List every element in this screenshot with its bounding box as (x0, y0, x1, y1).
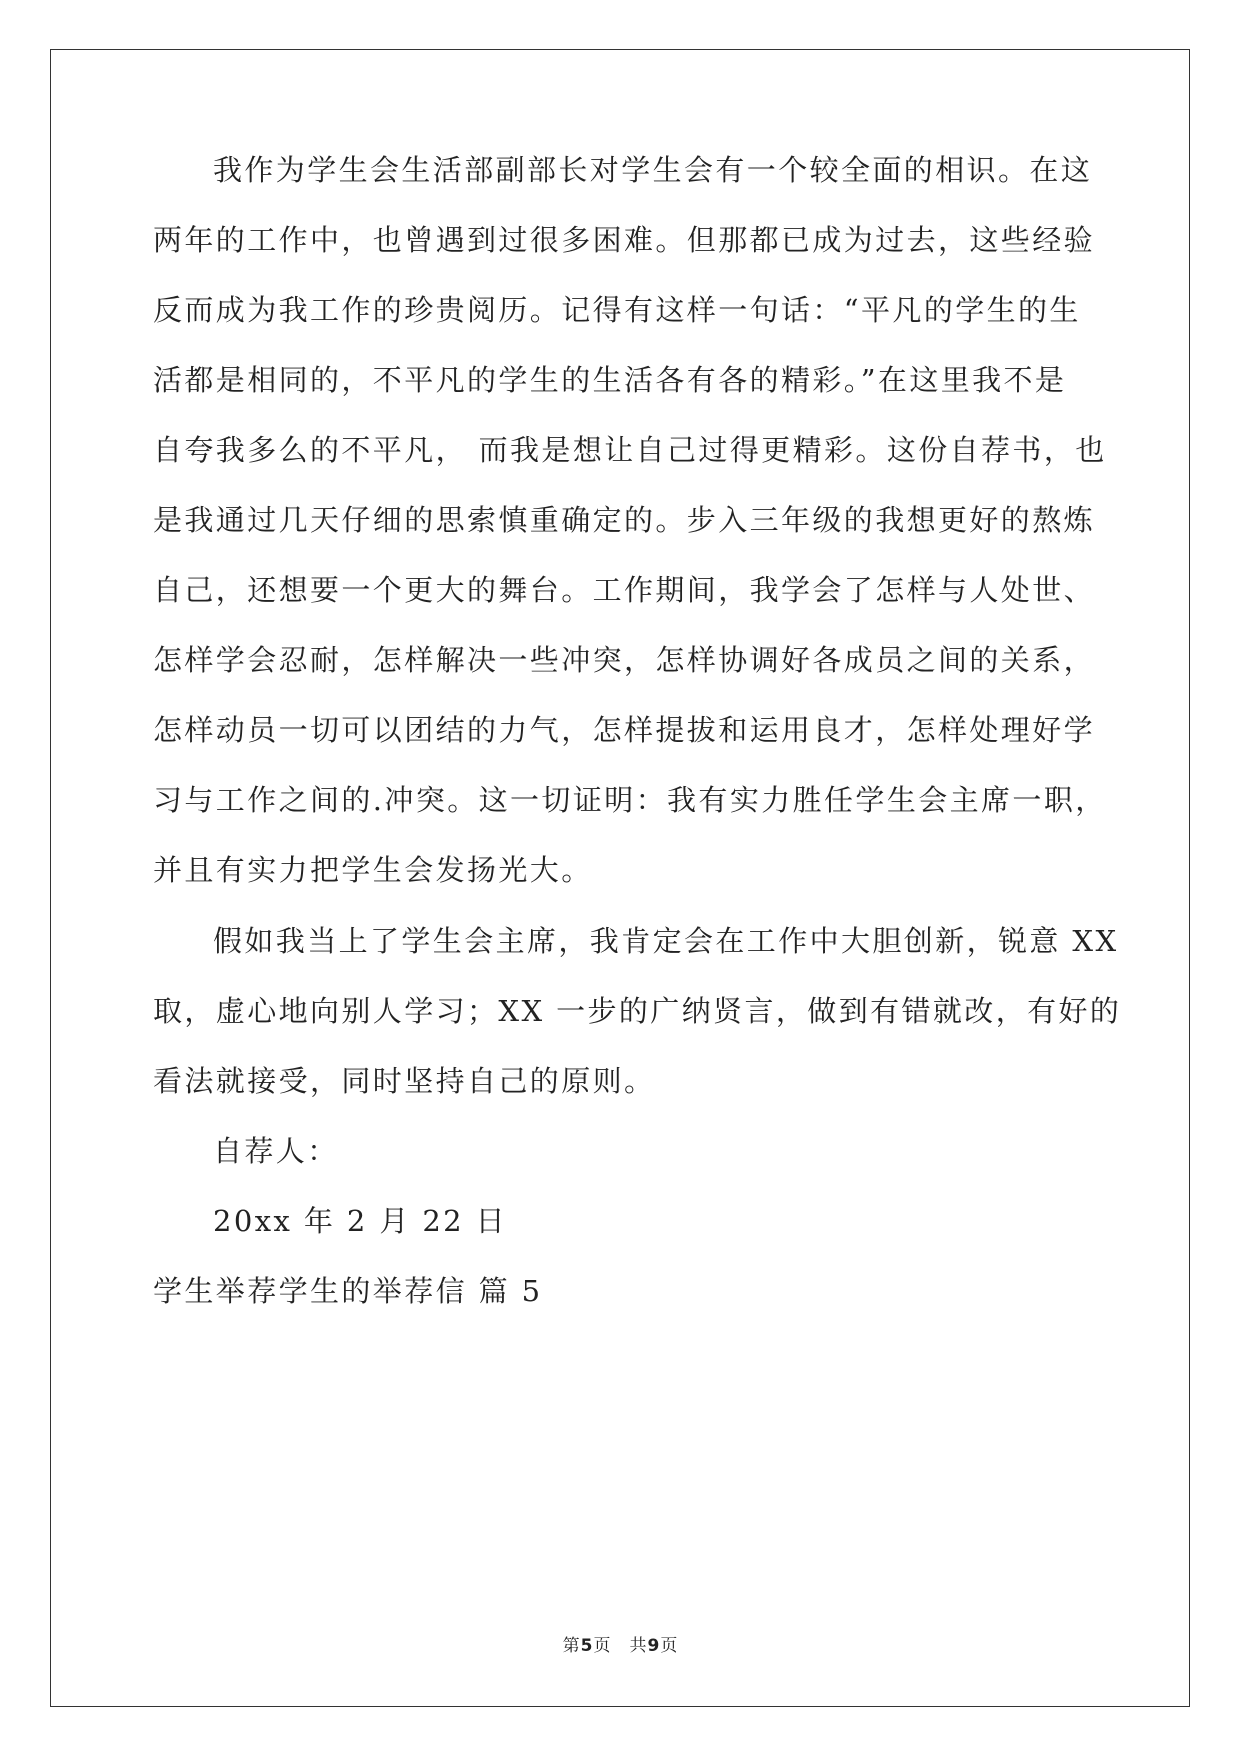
footer-page-suffix: 页 (593, 1636, 612, 1656)
paragraph-2-line-2: 取，虚心地向别人学习；XX 一步的广纳贤言，做到有错就改，有好的 (153, 994, 1122, 1028)
paragraph-1-line-11: 并且有实力把学生会发扬光大。 (153, 853, 593, 887)
paragraph-1-line-8: 怎样学会忍耐，怎样解决一些冲突，怎样协调好各成员之间的关系， (153, 643, 1096, 677)
footer-total-pages: 9 (647, 1636, 661, 1656)
footer-current-page: 5 (580, 1636, 594, 1656)
footer-total-suffix: 页 (660, 1636, 679, 1656)
paragraph-1-line-1: 我作为学生会生活部副部长对学生会有一个较全面的相识。在这 (213, 153, 1093, 187)
paragraph-1-line-10: 习与工作之间的.冲突。这一切证明：我有实力胜任学生会主席一职， (153, 783, 1107, 817)
paragraph-1-line-6: 是我通过几天仔细的思索慎重确定的。步入三年级的我想更好的熬炼 (153, 503, 1096, 537)
section-heading: 学生举荐学生的举荐信 篇 5 (153, 1274, 543, 1308)
footer-prefix: 第 (562, 1636, 581, 1656)
paragraph-2-line-1: 假如我当上了学生会主席，我肯定会在工作中大胆创新，锐意 XX (213, 924, 1119, 958)
paragraph-2-line-3: 看法就接受，同时坚持自己的原则。 (153, 1064, 656, 1098)
paragraph-1-line-5: 自夸我多么的不平凡， 而我是想让自己过得更精彩。这份自荐书，也 (153, 433, 1107, 467)
paragraph-1-line-3: 反而成为我工作的珍贵阅历。记得有这样一句话：“平凡的学生的生 (153, 293, 1081, 327)
footer-total-prefix: 共 (629, 1636, 648, 1656)
paragraph-1-line-7: 自己，还想要一个更大的舞台。工作期间，我学会了怎样与人处世、 (153, 573, 1096, 607)
paragraph-1-line-2: 两年的工作中，也曾遇到过很多困难。但那都已成为过去，这些经验 (153, 223, 1096, 257)
page-footer (0, 1631, 1241, 1656)
signature-date: 20xx 年 2 月 22 日 (213, 1204, 508, 1238)
paragraph-1-line-9: 怎样动员一切可以团结的力气，怎样提拔和运用良才，怎样处理好学 (153, 713, 1096, 747)
paragraph-1-line-4: 活都是相同的，不平凡的学生的生活各有各的精彩。”在这里我不是 (153, 363, 1067, 397)
signature-label: 自荐人： (213, 1134, 339, 1168)
